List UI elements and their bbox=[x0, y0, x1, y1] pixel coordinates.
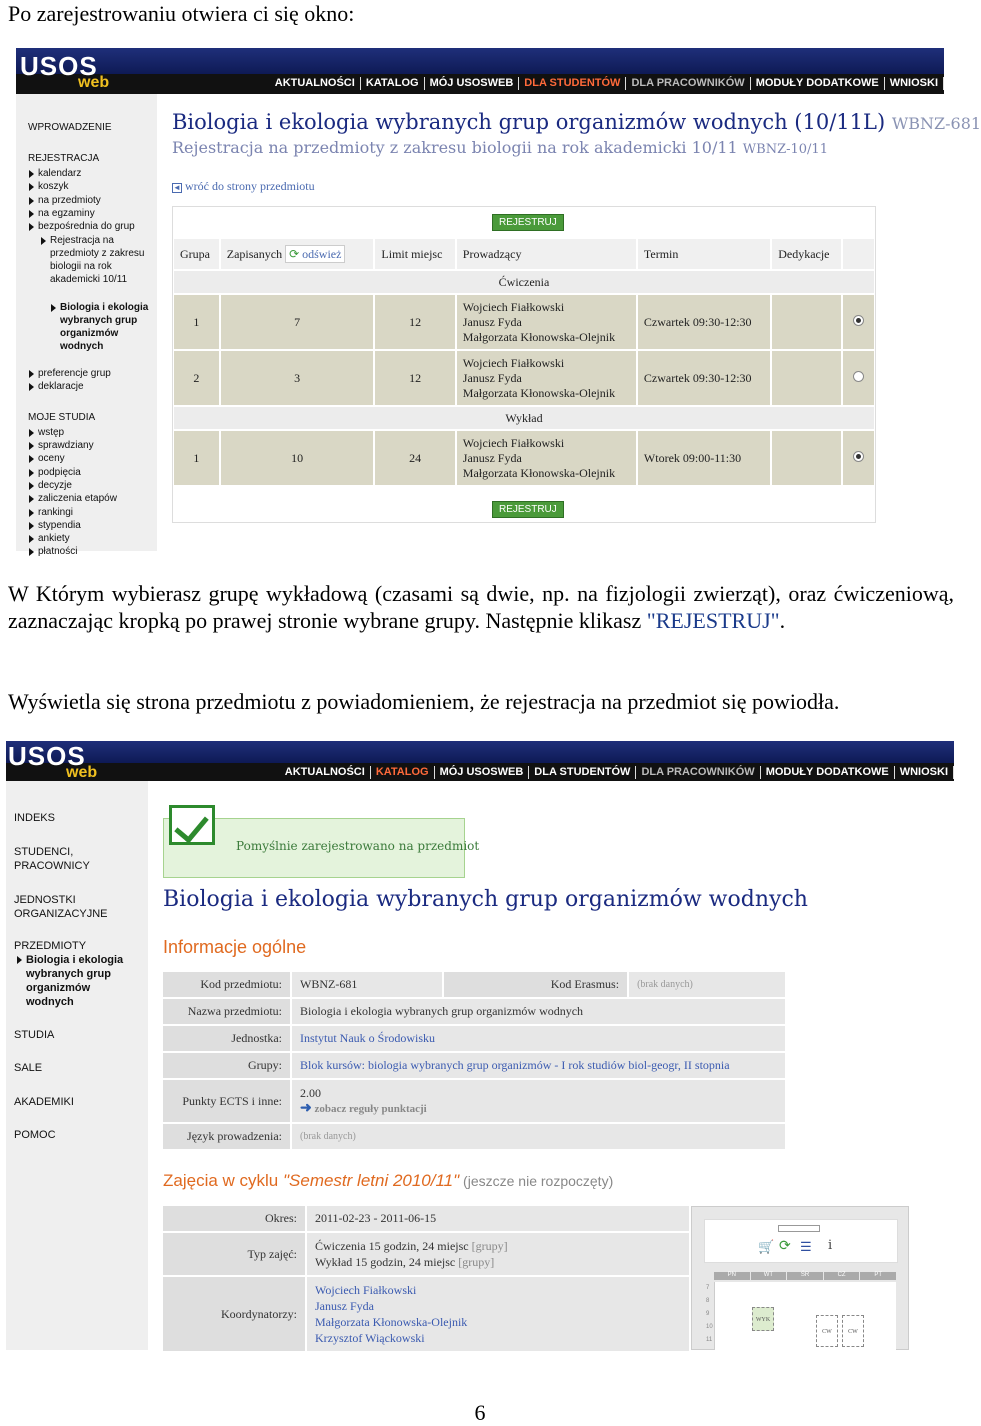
sidebar-item-zaliczenia[interactable]: zaliczenia etapów bbox=[38, 493, 117, 504]
page-subtitle: Rejestracja na przedmioty z zakresu biologii na rok akademicki 10/11 WBNZ-10/11 bbox=[172, 138, 828, 157]
cell-zapisanych: 10 bbox=[221, 431, 374, 485]
value-jezyk: (brak danych) bbox=[292, 1124, 785, 1149]
value-nazwa: Biologia i ekologia wybranych grup organizmów wodnych bbox=[292, 999, 785, 1024]
day-wt: WT bbox=[751, 1272, 787, 1280]
cell-select bbox=[843, 431, 874, 485]
calendar-event-wyk[interactable]: WYK bbox=[752, 1307, 774, 1331]
result-paragraph: Wyświetla się strona przedmiotu z powiadomieniem, że rejestracja na przedmiot się powiodła. bbox=[8, 689, 840, 714]
cell-select bbox=[843, 351, 874, 405]
col-dedykacje: Dedykacje bbox=[772, 239, 841, 269]
arrow-right-icon: ➜ bbox=[300, 1101, 312, 1116]
sidebar-item-bezposrednia[interactable]: bezpośrednia do grup bbox=[38, 221, 135, 232]
col-select bbox=[843, 239, 874, 269]
label-typ: Typ zajęć: bbox=[163, 1233, 305, 1275]
register-button-top[interactable]: REJESTRUJ bbox=[492, 214, 564, 231]
sidebar-item-wstep[interactable]: wstęp bbox=[38, 427, 65, 438]
sidebar-item-akademiki[interactable]: AKADEMIKI bbox=[14, 1096, 74, 1108]
link-grupy[interactable]: Blok kursów: biologia wybranych grup organizmów - I rok studiów biol-geogr, II stopnia bbox=[292, 1053, 785, 1078]
table-row bbox=[174, 431, 874, 485]
cell-grupa: 1 bbox=[174, 431, 219, 485]
link-koordynator[interactable]: Janusz Fyda bbox=[315, 1299, 374, 1313]
nav-dla-pracownikow[interactable]: DLA PRACOWNIKÓW bbox=[626, 77, 750, 90]
sidebar-item-sprawdziany[interactable]: sprawdziany bbox=[38, 440, 94, 451]
info-row-nazwa bbox=[163, 999, 785, 1024]
cell-termin: Wtorek 09:00-11:30 bbox=[638, 431, 770, 485]
sidebar-heading-rejestracja[interactable]: REJESTRACJA bbox=[28, 153, 100, 164]
sidebar-item-preferencje[interactable]: preferencje grup bbox=[38, 368, 111, 379]
cell-select bbox=[843, 295, 874, 349]
nav-dla-studentow[interactable]: DLA STUDENTÓW bbox=[529, 766, 636, 779]
cart-icon[interactable]: 🛒 bbox=[758, 1239, 775, 1254]
cycle-table bbox=[161, 1204, 691, 1353]
col-zapisanych: Zapisanych ⟳ odśwież bbox=[221, 239, 374, 269]
usos-logo: USOS web bbox=[20, 51, 110, 91]
groups-table bbox=[172, 237, 876, 487]
nav-aktualnosci[interactable]: AKTUALNOŚCI bbox=[270, 77, 361, 90]
usos-logo: USOS web bbox=[8, 741, 98, 781]
link-koordynator[interactable]: Małgorzata Kłonowska-Olejnik bbox=[315, 1315, 468, 1329]
info-row-grupy bbox=[163, 1053, 785, 1078]
cell-zapisanych: 3 bbox=[221, 351, 374, 405]
sidebar-item-decyzje[interactable]: decyzje bbox=[38, 480, 72, 491]
value-okres: 2011-02-23 - 2011-06-15 bbox=[307, 1206, 689, 1231]
cycle-row-typ bbox=[163, 1233, 689, 1275]
link-grupy-wyk[interactable]: [grupy] bbox=[458, 1255, 495, 1269]
link-koordynator[interactable]: Krzysztof Wiąckowski bbox=[315, 1331, 425, 1345]
info-table bbox=[161, 970, 787, 1151]
calendar-grid bbox=[714, 1282, 896, 1350]
sidebar-item-indeks[interactable]: INDEKS bbox=[14, 812, 55, 824]
nav-moduly[interactable]: MODUŁY DODATKOWE bbox=[751, 77, 885, 90]
cycle-row-koord bbox=[163, 1277, 689, 1351]
intro-text: Po zarejestrowaniu otwiera ci się okno: bbox=[8, 1, 355, 26]
info-row-jezyk bbox=[163, 1124, 785, 1149]
sidebar-item-koszyk[interactable]: koszyk bbox=[38, 181, 69, 192]
nav-aktualnosci[interactable]: AKTUALNOŚCI bbox=[280, 766, 371, 779]
cell-dedykacje bbox=[772, 295, 841, 349]
nav-dla-pracownikow[interactable]: DLA PRACOWNIKÓW bbox=[636, 766, 760, 779]
day-sr: ŚR bbox=[787, 1272, 823, 1280]
sidebar-item-oceny[interactable]: oceny bbox=[38, 453, 65, 464]
cell-grupa: 2 bbox=[174, 351, 219, 405]
info-header: Informacje ogólne bbox=[163, 937, 307, 957]
calendar-header bbox=[714, 1272, 896, 1280]
list-icon[interactable]: ☰ bbox=[800, 1239, 812, 1254]
label-jednostka: Jednostka: bbox=[163, 1026, 290, 1051]
cell-termin: Czwartek 09:30-12:30 bbox=[638, 351, 770, 405]
info-row-ects bbox=[163, 1080, 785, 1122]
label-jezyk: Język prowadzenia: bbox=[163, 1124, 290, 1149]
course-title: Biologia i ekologia wybranych grup organizmów wodnych bbox=[163, 887, 808, 912]
link-koordynator[interactable]: Wojciech Fiałkowski bbox=[315, 1283, 417, 1297]
value-erasmus: (brak danych) bbox=[629, 972, 785, 997]
page-number: 6 bbox=[474, 1400, 486, 1425]
back-arrow-icon: ◄ bbox=[173, 183, 181, 192]
refresh-button[interactable]: ⟳ odśwież bbox=[285, 245, 345, 263]
sidebar-item-rejestracja-biologia[interactable]: Rejestracja na przedmioty z zakresu biologii na rok akademicki 10/11 bbox=[50, 234, 150, 286]
section-cwiczenia: Ćwiczenia bbox=[174, 271, 874, 293]
sidebar-item-rankingi[interactable]: rankingi bbox=[38, 507, 74, 518]
col-prowadzacy: Prowadzący bbox=[457, 239, 636, 269]
nav-moj-usosweb[interactable]: MÓJ USOSWEB bbox=[435, 766, 530, 779]
sidebar bbox=[16, 94, 157, 557]
value-koord bbox=[307, 1277, 689, 1351]
header-bar bbox=[6, 741, 954, 763]
header-bar bbox=[16, 48, 944, 74]
sidebar-item-na-przedmioty[interactable]: na przedmioty bbox=[38, 195, 101, 206]
cell-termin: Czwartek 09:30-12:30 bbox=[638, 295, 770, 349]
sidebar-item-pomoc[interactable]: POMOC bbox=[14, 1129, 56, 1141]
sidebar-item-jednostki[interactable]: JEDNOSTKI ORGANIZACYJNE bbox=[14, 894, 108, 920]
cell-limit: 12 bbox=[375, 351, 454, 405]
back-link[interactable]: ◄ wróć do strony przedmiotu bbox=[173, 179, 315, 193]
value-typ: Ćwiczenia 15 godzin, 24 miejsc [grupy] Wykład 15 godzin, 24 miejsc [grupy] bbox=[307, 1233, 689, 1275]
instruction-paragraph: W Którym wybierasz grupę wykładową (czasami są dwie, np. na fizjologii zwierząt), oraz ćwiczeniową, zaznaczając kropką po prawej stronie wybrane grupy. Następnie klikasz "REJESTRUJ". bbox=[8, 581, 954, 633]
sidebar-item-biologia-active[interactable]: Biologia i ekologia wybranych grup organizmów wodnych bbox=[26, 953, 131, 1009]
sidebar-item-przedmioty[interactable]: PRZEDMIOTY bbox=[14, 940, 87, 952]
table-header bbox=[174, 239, 874, 269]
link-reguly[interactable]: ➜ zobacz reguły punktacji bbox=[300, 1101, 427, 1116]
cell-dedykacje bbox=[772, 351, 841, 405]
cell-zapisanych: 7 bbox=[221, 295, 374, 349]
sidebar-item-studenci[interactable]: STUDENCI, PRACOWNICY bbox=[14, 846, 90, 872]
section-wyklad: Wykład bbox=[174, 407, 874, 429]
label-nazwa: Nazwa przedmiotu: bbox=[163, 999, 290, 1024]
nav-wnioski[interactable]: WNIOSKI bbox=[885, 77, 944, 90]
cycle-row-okres bbox=[163, 1206, 689, 1231]
calendar-event-cw[interactable]: CW bbox=[842, 1315, 864, 1347]
nav-wnioski[interactable]: WNIOSKI bbox=[895, 766, 954, 779]
day-cz: CZ bbox=[824, 1272, 860, 1280]
day-pt: PT bbox=[860, 1272, 896, 1280]
nav-katalog[interactable]: KATALOG bbox=[371, 766, 435, 779]
group-radio-cw-1[interactable] bbox=[853, 315, 864, 326]
cell-limit: 24 bbox=[375, 431, 454, 485]
value-kod: WBNZ-681 bbox=[292, 972, 442, 997]
sidebar-item-sale[interactable]: SALE bbox=[14, 1062, 43, 1074]
info-row-jednostka bbox=[163, 1026, 785, 1051]
info-row-kod bbox=[163, 972, 785, 997]
sidebar-item-ankiety[interactable]: ankiety bbox=[38, 533, 70, 544]
group-radio-wyk-1[interactable] bbox=[853, 451, 864, 462]
sidebar-item-biologia-active[interactable]: Biologia i ekologia wybranych grup organizmów wodnych bbox=[60, 301, 152, 353]
nav-moduly[interactable]: MODUŁY DODATKOWE bbox=[761, 766, 895, 779]
label-koord: Koordynatorzy: bbox=[163, 1277, 305, 1351]
label-grupy: Grupy: bbox=[163, 1053, 290, 1078]
sidebar-item-kalendarz[interactable]: kalendarz bbox=[38, 168, 82, 179]
sidebar-item-stypendia[interactable]: stypendia bbox=[38, 520, 81, 531]
label-kod: Kod przedmiotu: bbox=[163, 972, 290, 997]
sidebar-item-studia[interactable]: STUDIA bbox=[14, 1029, 55, 1041]
timetable-progress bbox=[778, 1225, 820, 1232]
refresh-icon[interactable]: ⟳ bbox=[779, 1239, 791, 1254]
page-title: Biologia i ekologia wybranych grup organizmów wodnych (10/11L) WBNZ-681 bbox=[172, 110, 981, 134]
cycle-header: Zajęcia w cyklu "Semestr letni 2010/11" (jeszcze nie rozpoczęty) bbox=[163, 1171, 614, 1190]
refresh-icon: ⟳ bbox=[289, 246, 300, 261]
sidebar-item-na-egzaminy[interactable]: na egzaminy bbox=[38, 208, 95, 219]
day-pn: PN bbox=[714, 1272, 750, 1280]
table-row bbox=[174, 351, 874, 405]
col-limit: Limit miejsc bbox=[375, 239, 454, 269]
cell-prowadzacy: Wojciech Fiałkowski Janusz Fyda Małgorzata Kłonowska-Olejnik bbox=[457, 295, 636, 349]
label-okres: Okres: bbox=[163, 1206, 305, 1231]
group-radio-cw-2[interactable] bbox=[853, 371, 864, 382]
col-grupa: Grupa bbox=[174, 239, 219, 269]
nav-katalog[interactable]: KATALOG bbox=[361, 77, 425, 90]
sidebar-item-platnosci[interactable]: płatności bbox=[38, 546, 78, 557]
screenshot-course-page bbox=[6, 741, 954, 1350]
sidebar-item-podpiecia[interactable]: podpięcia bbox=[38, 467, 81, 478]
sidebar-heading-wprowadzenie[interactable]: WPROWADZENIE bbox=[28, 122, 112, 133]
calendar-hours: 7 8 9 10 11 bbox=[706, 1285, 713, 1343]
success-text: Pomyślnie zarejestrowano na przedmiot bbox=[236, 839, 480, 853]
screenshot-registration bbox=[16, 48, 981, 557]
link-grupy-cw[interactable]: [grupy] bbox=[471, 1239, 508, 1253]
sidebar bbox=[6, 781, 148, 1350]
cell-prowadzacy: Wojciech Fiałkowski Janusz Fyda Małgorzata Kłonowska-Olejnik bbox=[457, 351, 636, 405]
cell-dedykacje bbox=[772, 431, 841, 485]
info-icon[interactable]: i bbox=[828, 1238, 833, 1253]
value-ects: 2.00 ➜ zobacz reguły punktacji bbox=[292, 1080, 785, 1122]
register-button-bottom[interactable]: REJESTRUJ bbox=[492, 501, 564, 518]
main-nav bbox=[280, 766, 954, 779]
main-nav bbox=[270, 77, 944, 90]
label-erasmus: Kod Erasmus: bbox=[444, 972, 627, 997]
label-ects: Punkty ECTS i inne: bbox=[163, 1080, 290, 1122]
nav-dla-studentow[interactable]: DLA STUDENTÓW bbox=[519, 77, 626, 90]
success-check-icon bbox=[169, 805, 215, 845]
cell-limit: 12 bbox=[375, 295, 454, 349]
calendar-event-cw[interactable]: CW bbox=[816, 1315, 838, 1347]
table-row bbox=[174, 295, 874, 349]
cell-grupa: 1 bbox=[174, 295, 219, 349]
timetable-widget bbox=[691, 1206, 909, 1350]
col-termin: Termin bbox=[638, 239, 770, 269]
sidebar-item-deklaracje[interactable]: deklaracje bbox=[38, 381, 84, 392]
cell-prowadzacy: Wojciech Fiałkowski Janusz Fyda Małgorzata Kłonowska-Olejnik bbox=[457, 431, 636, 485]
link-jednostka[interactable]: Instytut Nauk o Środowisku bbox=[292, 1026, 785, 1051]
nav-moj-usosweb[interactable]: MÓJ USOSWEB bbox=[425, 77, 520, 90]
sidebar-heading-moje-studia[interactable]: MOJE STUDIA bbox=[28, 412, 96, 423]
